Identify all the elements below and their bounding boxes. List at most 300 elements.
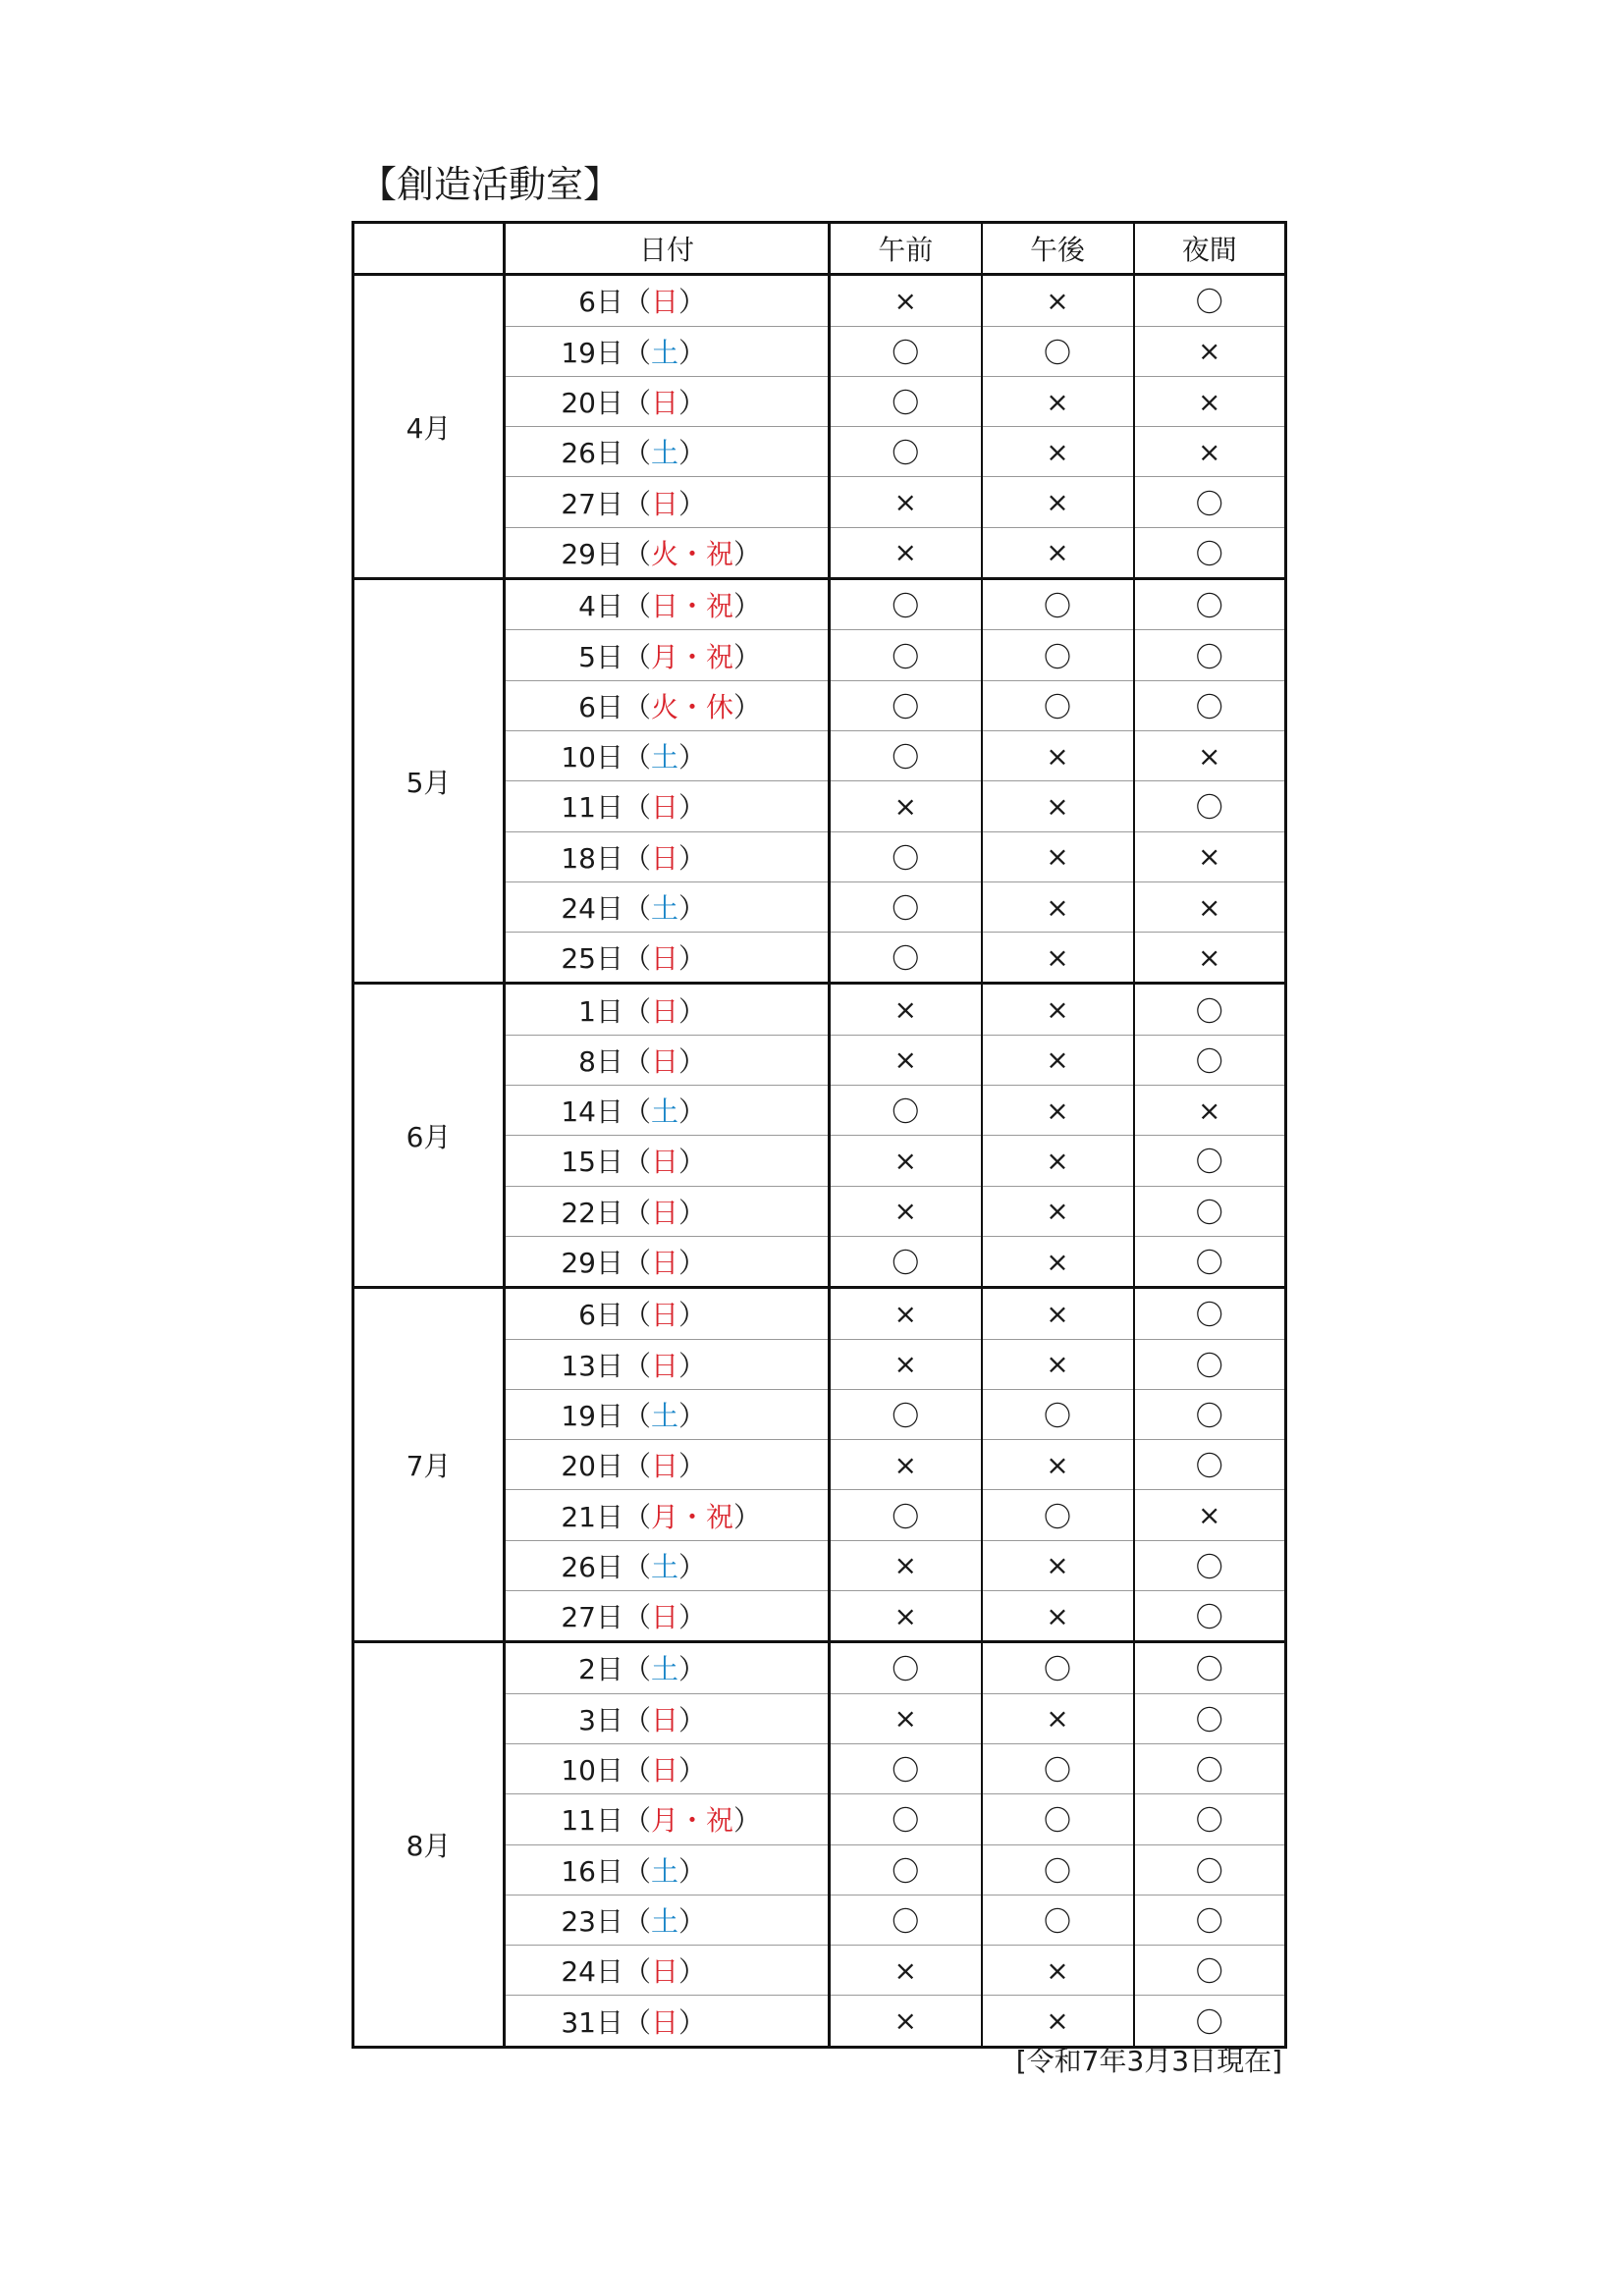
- night-status: 〇: [1134, 477, 1286, 527]
- date-cell: [505, 1996, 830, 2047]
- paren-open: （: [623, 1044, 652, 1078]
- paren-close: ）: [678, 1955, 707, 1989]
- paren-open: （: [623, 1601, 652, 1634]
- paren-open: （: [623, 1299, 652, 1332]
- date-number: 11日: [561, 1804, 623, 1838]
- pm-status: ×: [982, 730, 1134, 780]
- am-status: ×: [830, 1186, 982, 1236]
- date-number: 22日: [561, 1196, 623, 1229]
- pm-status: 〇: [982, 1743, 1134, 1793]
- date-number: 20日: [561, 1450, 623, 1483]
- date-cell: [505, 376, 830, 426]
- am-status: 〇: [830, 1086, 982, 1136]
- paren-open: （: [623, 640, 652, 673]
- paren-close: ）: [678, 1349, 707, 1382]
- am-status: ×: [830, 1136, 982, 1186]
- header-month-blank: [353, 223, 505, 275]
- date-cell: [505, 984, 830, 1035]
- am-status: 〇: [830, 1490, 982, 1540]
- pm-status: ×: [982, 1186, 1134, 1236]
- paren-close: ）: [678, 1703, 707, 1736]
- am-status: 〇: [830, 427, 982, 477]
- header-night: 夜間: [1134, 223, 1286, 275]
- paren-close: ）: [678, 336, 707, 369]
- am-status: 〇: [830, 1642, 982, 1693]
- am-status: ×: [830, 1946, 982, 1996]
- date-cell: [505, 1642, 830, 1693]
- paren-close: ）: [678, 741, 707, 774]
- pm-status: ×: [982, 881, 1134, 932]
- date-cell: [505, 881, 830, 932]
- am-status: 〇: [830, 1389, 982, 1439]
- date-number: 21日: [561, 1500, 623, 1533]
- am-status: 〇: [830, 1844, 982, 1895]
- night-status: 〇: [1134, 1440, 1286, 1490]
- weekday-label: 火・休: [651, 690, 734, 723]
- weekday-label: 日: [651, 1349, 679, 1382]
- night-status: 〇: [1134, 1288, 1286, 1339]
- night-status: 〇: [1134, 1035, 1286, 1085]
- paren-close: ）: [733, 640, 762, 673]
- am-status: 〇: [830, 831, 982, 881]
- date-number: 25日: [561, 942, 623, 976]
- table-body: [353, 275, 1286, 2047]
- paren-close: ）: [678, 1754, 707, 1788]
- paren-close: ）: [678, 487, 707, 520]
- paren-close: ）: [678, 437, 707, 470]
- date-number: 3日: [578, 1703, 623, 1736]
- am-status: 〇: [830, 326, 982, 376]
- date-number: 14日: [561, 1095, 623, 1129]
- night-status: 〇: [1134, 579, 1286, 630]
- pm-status: 〇: [982, 579, 1134, 630]
- paren-open: （: [623, 1500, 652, 1533]
- weekday-label: 日: [651, 1196, 679, 1229]
- date-number: 19日: [561, 336, 623, 369]
- pm-status: ×: [982, 1591, 1134, 1642]
- paren-close: ）: [678, 1247, 707, 1280]
- date-number: 16日: [561, 1854, 623, 1888]
- date-number: 27日: [561, 487, 623, 520]
- date-number: 31日: [561, 2005, 623, 2039]
- date-cell: [505, 579, 830, 630]
- paren-open: （: [623, 1450, 652, 1483]
- month-label: 8月: [353, 1642, 505, 2047]
- page-title: 【創造活動室】: [359, 163, 622, 206]
- paren-close: ）: [678, 387, 707, 420]
- date-number: 29日: [561, 1247, 623, 1280]
- night-status: ×: [1134, 881, 1286, 932]
- weekday-label: 日: [651, 1754, 679, 1788]
- am-status: 〇: [830, 680, 982, 730]
- paren-open: （: [623, 690, 652, 723]
- weekday-label: 月・祝: [651, 1804, 734, 1838]
- date-cell: [505, 730, 830, 780]
- weekday-label: 土: [651, 437, 679, 470]
- pm-status: ×: [982, 1035, 1134, 1085]
- night-status: ×: [1134, 1086, 1286, 1136]
- date-cell: [505, 1339, 830, 1389]
- date-number: 19日: [561, 1399, 623, 1432]
- date-number: 6日: [578, 1299, 623, 1332]
- weekday-label: 月・祝: [651, 1500, 734, 1533]
- night-status: ×: [1134, 730, 1286, 780]
- pm-status: ×: [982, 275, 1134, 326]
- weekday-label: 日: [651, 387, 679, 420]
- date-cell: [505, 1743, 830, 1793]
- date-number: 23日: [561, 1904, 623, 1938]
- weekday-label: 土: [651, 1399, 679, 1432]
- date-cell: [505, 1591, 830, 1642]
- date-cell: [505, 1844, 830, 1895]
- pm-status: 〇: [982, 1642, 1134, 1693]
- am-status: ×: [830, 1540, 982, 1590]
- pm-status: ×: [982, 1996, 1134, 2047]
- am-status: ×: [830, 1288, 982, 1339]
- paren-close: ）: [678, 2005, 707, 2039]
- date-number: 10日: [561, 1754, 623, 1788]
- date-number: 1日: [578, 994, 623, 1028]
- night-status: 〇: [1134, 1136, 1286, 1186]
- night-status: 〇: [1134, 1693, 1286, 1743]
- pm-status: ×: [982, 781, 1134, 831]
- date-cell: [505, 831, 830, 881]
- pm-status: ×: [982, 933, 1134, 984]
- date-cell: [505, 1794, 830, 1844]
- paren-close: ）: [678, 942, 707, 976]
- paren-open: （: [623, 1854, 652, 1888]
- weekday-label: 土: [651, 1095, 679, 1129]
- pm-status: ×: [982, 984, 1134, 1035]
- pm-status: ×: [982, 1946, 1134, 1996]
- paren-open: （: [623, 892, 652, 925]
- paren-close: ）: [678, 1601, 707, 1634]
- am-status: 〇: [830, 730, 982, 780]
- am-status: 〇: [830, 1236, 982, 1287]
- pm-status: 〇: [982, 1895, 1134, 1945]
- weekday-label: 日: [651, 1450, 679, 1483]
- paren-open: （: [623, 286, 652, 319]
- paren-open: （: [623, 387, 652, 420]
- weekday-label: 土: [651, 741, 679, 774]
- paren-close: ）: [678, 1854, 707, 1888]
- paren-open: （: [623, 1904, 652, 1938]
- pm-status: ×: [982, 427, 1134, 477]
- am-status: ×: [830, 477, 982, 527]
- date-cell: [505, 933, 830, 984]
- date-cell: [505, 630, 830, 680]
- date-number: 20日: [561, 387, 623, 420]
- weekday-label: 日: [651, 286, 679, 319]
- paren-open: （: [623, 537, 652, 570]
- paren-close: ）: [678, 892, 707, 925]
- pm-status: ×: [982, 477, 1134, 527]
- am-status: ×: [830, 527, 982, 578]
- paren-close: ）: [678, 1146, 707, 1179]
- night-status: 〇: [1134, 1591, 1286, 1642]
- as-of-date-note: [令和7年3月3日現在]: [1015, 2045, 1282, 2077]
- header-row: [353, 223, 1286, 275]
- date-cell: [505, 1086, 830, 1136]
- pm-status: 〇: [982, 1490, 1134, 1540]
- paren-close: ）: [678, 1196, 707, 1229]
- paren-close: ）: [678, 1044, 707, 1078]
- paren-open: （: [623, 1196, 652, 1229]
- paren-close: ）: [733, 690, 762, 723]
- night-status: 〇: [1134, 1946, 1286, 1996]
- pm-status: ×: [982, 1693, 1134, 1743]
- date-cell: [505, 1693, 830, 1743]
- am-status: 〇: [830, 579, 982, 630]
- night-status: ×: [1134, 326, 1286, 376]
- table-row: [353, 1642, 1286, 1693]
- am-status: ×: [830, 781, 982, 831]
- date-number: 6日: [578, 286, 623, 319]
- paren-open: （: [623, 1146, 652, 1179]
- date-cell: [505, 1895, 830, 1945]
- weekday-label: 火・祝: [651, 537, 734, 570]
- paren-open: （: [623, 487, 652, 520]
- paren-close: ）: [678, 994, 707, 1028]
- date-number: 8日: [578, 1044, 623, 1078]
- am-status: 〇: [830, 1743, 982, 1793]
- weekday-label: 日: [651, 1703, 679, 1736]
- date-number: 15日: [561, 1146, 623, 1179]
- weekday-label: 土: [651, 892, 679, 925]
- paren-open: （: [623, 1095, 652, 1129]
- am-status: ×: [830, 275, 982, 326]
- date-number: 4日: [578, 590, 623, 623]
- month-label: 4月: [353, 275, 505, 579]
- paren-open: （: [623, 1955, 652, 1989]
- weekday-label: 日: [651, 791, 679, 825]
- month-label: 5月: [353, 579, 505, 984]
- paren-close: ）: [678, 791, 707, 825]
- night-status: ×: [1134, 1490, 1286, 1540]
- date-cell: [505, 275, 830, 326]
- weekday-label: 日: [651, 2005, 679, 2039]
- night-status: ×: [1134, 831, 1286, 881]
- am-status: ×: [830, 1440, 982, 1490]
- pm-status: ×: [982, 1136, 1134, 1186]
- paren-open: （: [623, 942, 652, 976]
- weekday-label: 土: [651, 1550, 679, 1583]
- paren-close: ）: [733, 1500, 762, 1533]
- am-status: ×: [830, 1591, 982, 1642]
- header-am: 午前: [830, 223, 982, 275]
- weekday-label: 土: [651, 1653, 679, 1686]
- date-cell: [505, 1490, 830, 1540]
- availability-table: [352, 221, 1287, 2049]
- date-cell: [505, 427, 830, 477]
- am-status: 〇: [830, 1895, 982, 1945]
- pm-status: ×: [982, 1288, 1134, 1339]
- paren-close: ）: [678, 1904, 707, 1938]
- weekday-label: 日: [651, 1299, 679, 1332]
- paren-open: （: [623, 336, 652, 369]
- paren-close: ）: [678, 1550, 707, 1583]
- night-status: 〇: [1134, 984, 1286, 1035]
- am-status: 〇: [830, 376, 982, 426]
- night-status: 〇: [1134, 1540, 1286, 1590]
- night-status: 〇: [1134, 1844, 1286, 1895]
- date-cell: [505, 1389, 830, 1439]
- date-cell: [505, 1540, 830, 1590]
- weekday-label: 日: [651, 487, 679, 520]
- date-cell: [505, 1440, 830, 1490]
- weekday-label: 日: [651, 1247, 679, 1280]
- pm-status: 〇: [982, 680, 1134, 730]
- night-status: 〇: [1134, 680, 1286, 730]
- paren-open: （: [623, 1754, 652, 1788]
- pm-status: ×: [982, 831, 1134, 881]
- pm-status: 〇: [982, 326, 1134, 376]
- date-number: 24日: [561, 892, 623, 925]
- paren-open: （: [623, 437, 652, 470]
- table-row: [353, 579, 1286, 630]
- date-cell: [505, 1946, 830, 1996]
- pm-status: ×: [982, 1440, 1134, 1490]
- night-status: 〇: [1134, 275, 1286, 326]
- am-status: 〇: [830, 630, 982, 680]
- month-label: 7月: [353, 1288, 505, 1642]
- weekday-label: 土: [651, 1904, 679, 1938]
- weekday-label: 日・祝: [651, 590, 734, 623]
- am-status: 〇: [830, 1794, 982, 1844]
- paren-open: （: [623, 1703, 652, 1736]
- pm-status: ×: [982, 1339, 1134, 1389]
- night-status: 〇: [1134, 1642, 1286, 1693]
- paren-close: ）: [733, 1804, 762, 1838]
- pm-status: 〇: [982, 1389, 1134, 1439]
- month-label: 6月: [353, 984, 505, 1288]
- paren-open: （: [623, 1247, 652, 1280]
- am-status: 〇: [830, 881, 982, 932]
- weekday-label: 日: [651, 841, 679, 875]
- night-status: 〇: [1134, 1794, 1286, 1844]
- paren-close: ）: [678, 1299, 707, 1332]
- paren-open: （: [623, 590, 652, 623]
- paren-open: （: [623, 1349, 652, 1382]
- date-number: 2日: [578, 1653, 623, 1686]
- pm-status: 〇: [982, 1844, 1134, 1895]
- am-status: ×: [830, 1339, 982, 1389]
- am-status: 〇: [830, 933, 982, 984]
- weekday-label: 日: [651, 1601, 679, 1634]
- date-cell: [505, 1186, 830, 1236]
- paren-open: （: [623, 1399, 652, 1432]
- paren-open: （: [623, 1653, 652, 1686]
- am-status: ×: [830, 1996, 982, 2047]
- table-row: [353, 1288, 1286, 1339]
- night-status: ×: [1134, 376, 1286, 426]
- am-status: ×: [830, 1693, 982, 1743]
- night-status: 〇: [1134, 1389, 1286, 1439]
- night-status: 〇: [1134, 1895, 1286, 1945]
- date-number: 5日: [578, 640, 623, 673]
- header-pm: 午後: [982, 223, 1134, 275]
- date-cell: [505, 1035, 830, 1085]
- date-cell: [505, 1136, 830, 1186]
- paren-open: （: [623, 1550, 652, 1583]
- paren-close: ）: [678, 841, 707, 875]
- date-cell: [505, 781, 830, 831]
- weekday-label: 日: [651, 1146, 679, 1179]
- pm-status: ×: [982, 1086, 1134, 1136]
- pm-status: 〇: [982, 630, 1134, 680]
- pm-status: ×: [982, 1540, 1134, 1590]
- date-number: 29日: [561, 537, 623, 570]
- date-number: 6日: [578, 690, 623, 723]
- night-status: ×: [1134, 427, 1286, 477]
- paren-close: ）: [678, 1399, 707, 1432]
- night-status: 〇: [1134, 527, 1286, 578]
- date-number: 13日: [561, 1349, 623, 1382]
- date-number: 18日: [561, 841, 623, 875]
- weekday-label: 日: [651, 942, 679, 976]
- weekday-label: 日: [651, 1044, 679, 1078]
- paren-open: （: [623, 741, 652, 774]
- date-cell: [505, 477, 830, 527]
- pm-status: ×: [982, 376, 1134, 426]
- date-number: 24日: [561, 1955, 623, 1989]
- paren-open: （: [623, 791, 652, 825]
- night-status: 〇: [1134, 1743, 1286, 1793]
- night-status: 〇: [1134, 1236, 1286, 1287]
- table-row: [353, 984, 1286, 1035]
- paren-close: ）: [733, 537, 762, 570]
- paren-close: ）: [678, 1450, 707, 1483]
- night-status: 〇: [1134, 781, 1286, 831]
- paren-close: ）: [678, 1653, 707, 1686]
- pm-status: 〇: [982, 1794, 1134, 1844]
- am-status: ×: [830, 984, 982, 1035]
- pm-status: ×: [982, 527, 1134, 578]
- weekday-label: 月・祝: [651, 640, 734, 673]
- date-number: 26日: [561, 437, 623, 470]
- date-cell: [505, 680, 830, 730]
- night-status: 〇: [1134, 1996, 1286, 2047]
- date-cell: [505, 1288, 830, 1339]
- night-status: 〇: [1134, 1186, 1286, 1236]
- date-number: 26日: [561, 1550, 623, 1583]
- paren-close: ）: [733, 590, 762, 623]
- paren-open: （: [623, 1804, 652, 1838]
- weekday-label: 土: [651, 336, 679, 369]
- paren-open: （: [623, 2005, 652, 2039]
- date-cell: [505, 527, 830, 578]
- weekday-label: 日: [651, 1955, 679, 1989]
- date-number: 11日: [561, 791, 623, 825]
- pm-status: ×: [982, 1236, 1134, 1287]
- night-status: 〇: [1134, 630, 1286, 680]
- table-row: [353, 275, 1286, 326]
- date-number: 10日: [561, 741, 623, 774]
- date-cell: [505, 1236, 830, 1287]
- paren-close: ）: [678, 1095, 707, 1129]
- date-cell: [505, 326, 830, 376]
- header-date: 日付: [505, 223, 830, 275]
- weekday-label: 土: [651, 1854, 679, 1888]
- weekday-label: 日: [651, 994, 679, 1028]
- night-status: 〇: [1134, 1339, 1286, 1389]
- paren-close: ）: [678, 286, 707, 319]
- night-status: ×: [1134, 933, 1286, 984]
- date-number: 27日: [561, 1601, 623, 1634]
- paren-open: （: [623, 841, 652, 875]
- paren-open: （: [623, 994, 652, 1028]
- am-status: ×: [830, 1035, 982, 1085]
